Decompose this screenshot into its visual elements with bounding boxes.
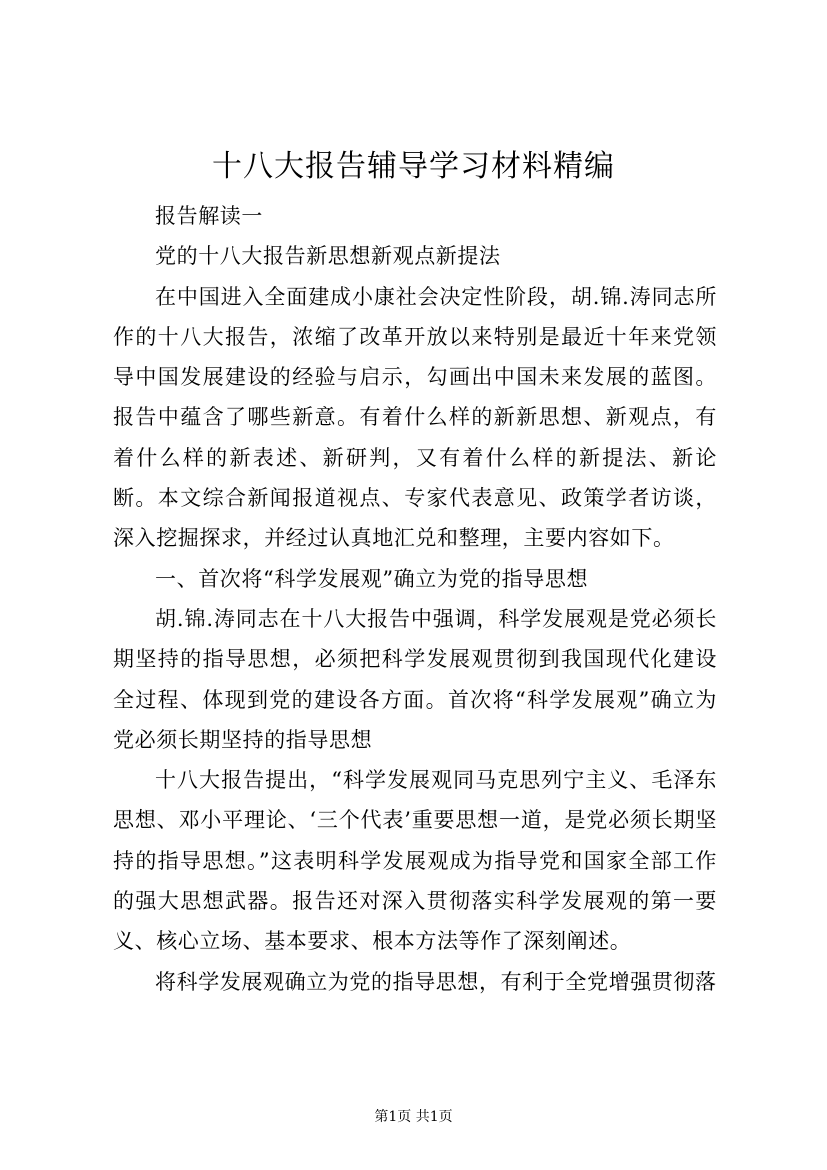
paragraph-subtitle: 党的十八大报告新思想新观点新提法 [155, 244, 501, 269]
document-title: 十八大报告辅导学习材料精编 [212, 149, 615, 184]
paragraph-section1-b: 十八大报告提出，“科学发展观同马克思列宁主义、毛泽东思想、邓小平理论、‘三个代表’重要思想一道，是党必须长期坚持的指导思想。”这表明科学发展观成为指导党和国家全部工作的强大思想武器。报告还对深入贯彻落实科学发展观的第一要义、核心立场、基本要求、根本方法等作了深刻阐述。 [113, 768, 717, 954]
paragraph-report-interpretation: 报告解读一 [155, 204, 263, 228]
paragraph-intro: 在中国进入全面建成小康社会决定性阶段，胡.锦.涛同志所作的十八大报告，浓缩了改革开放以来特别是最近十年来党领导中国发展建设的经验与启示，勾画出中国未来发展的蓝图。报告中蕴含了哪些新意。有着什么样的新新思想、新观点，有着什么样的新表述、新研判，又有着什么样的新提法、新论断。本文综合新闻报道视点、专家代表意见、政策学者访谈，深入挖掘探求，并经过认真地汇兑和整理，主要内容如下。 [113, 284, 717, 551]
document-body [113, 196, 717, 1002]
page-footer: 第1页 共1页 [374, 1109, 453, 1125]
section-heading-1: 一、首次将“科学发展观”确立为党的指导思想 [155, 566, 589, 591]
paragraph-section1-c: 将科学发展观确立为党的指导思想，有利于全党增强贯彻落 [155, 969, 717, 994]
paragraph-section1-a: 胡.锦.涛同志在十八大报告中强调，科学发展观是党必须长期坚持的指导思想，必须把科学发展观贯彻到我国现代化建设全过程、体现到党的建设各方面。首次将“科学发展观”确立为党必须长期坚持的指导思想 [113, 606, 717, 752]
